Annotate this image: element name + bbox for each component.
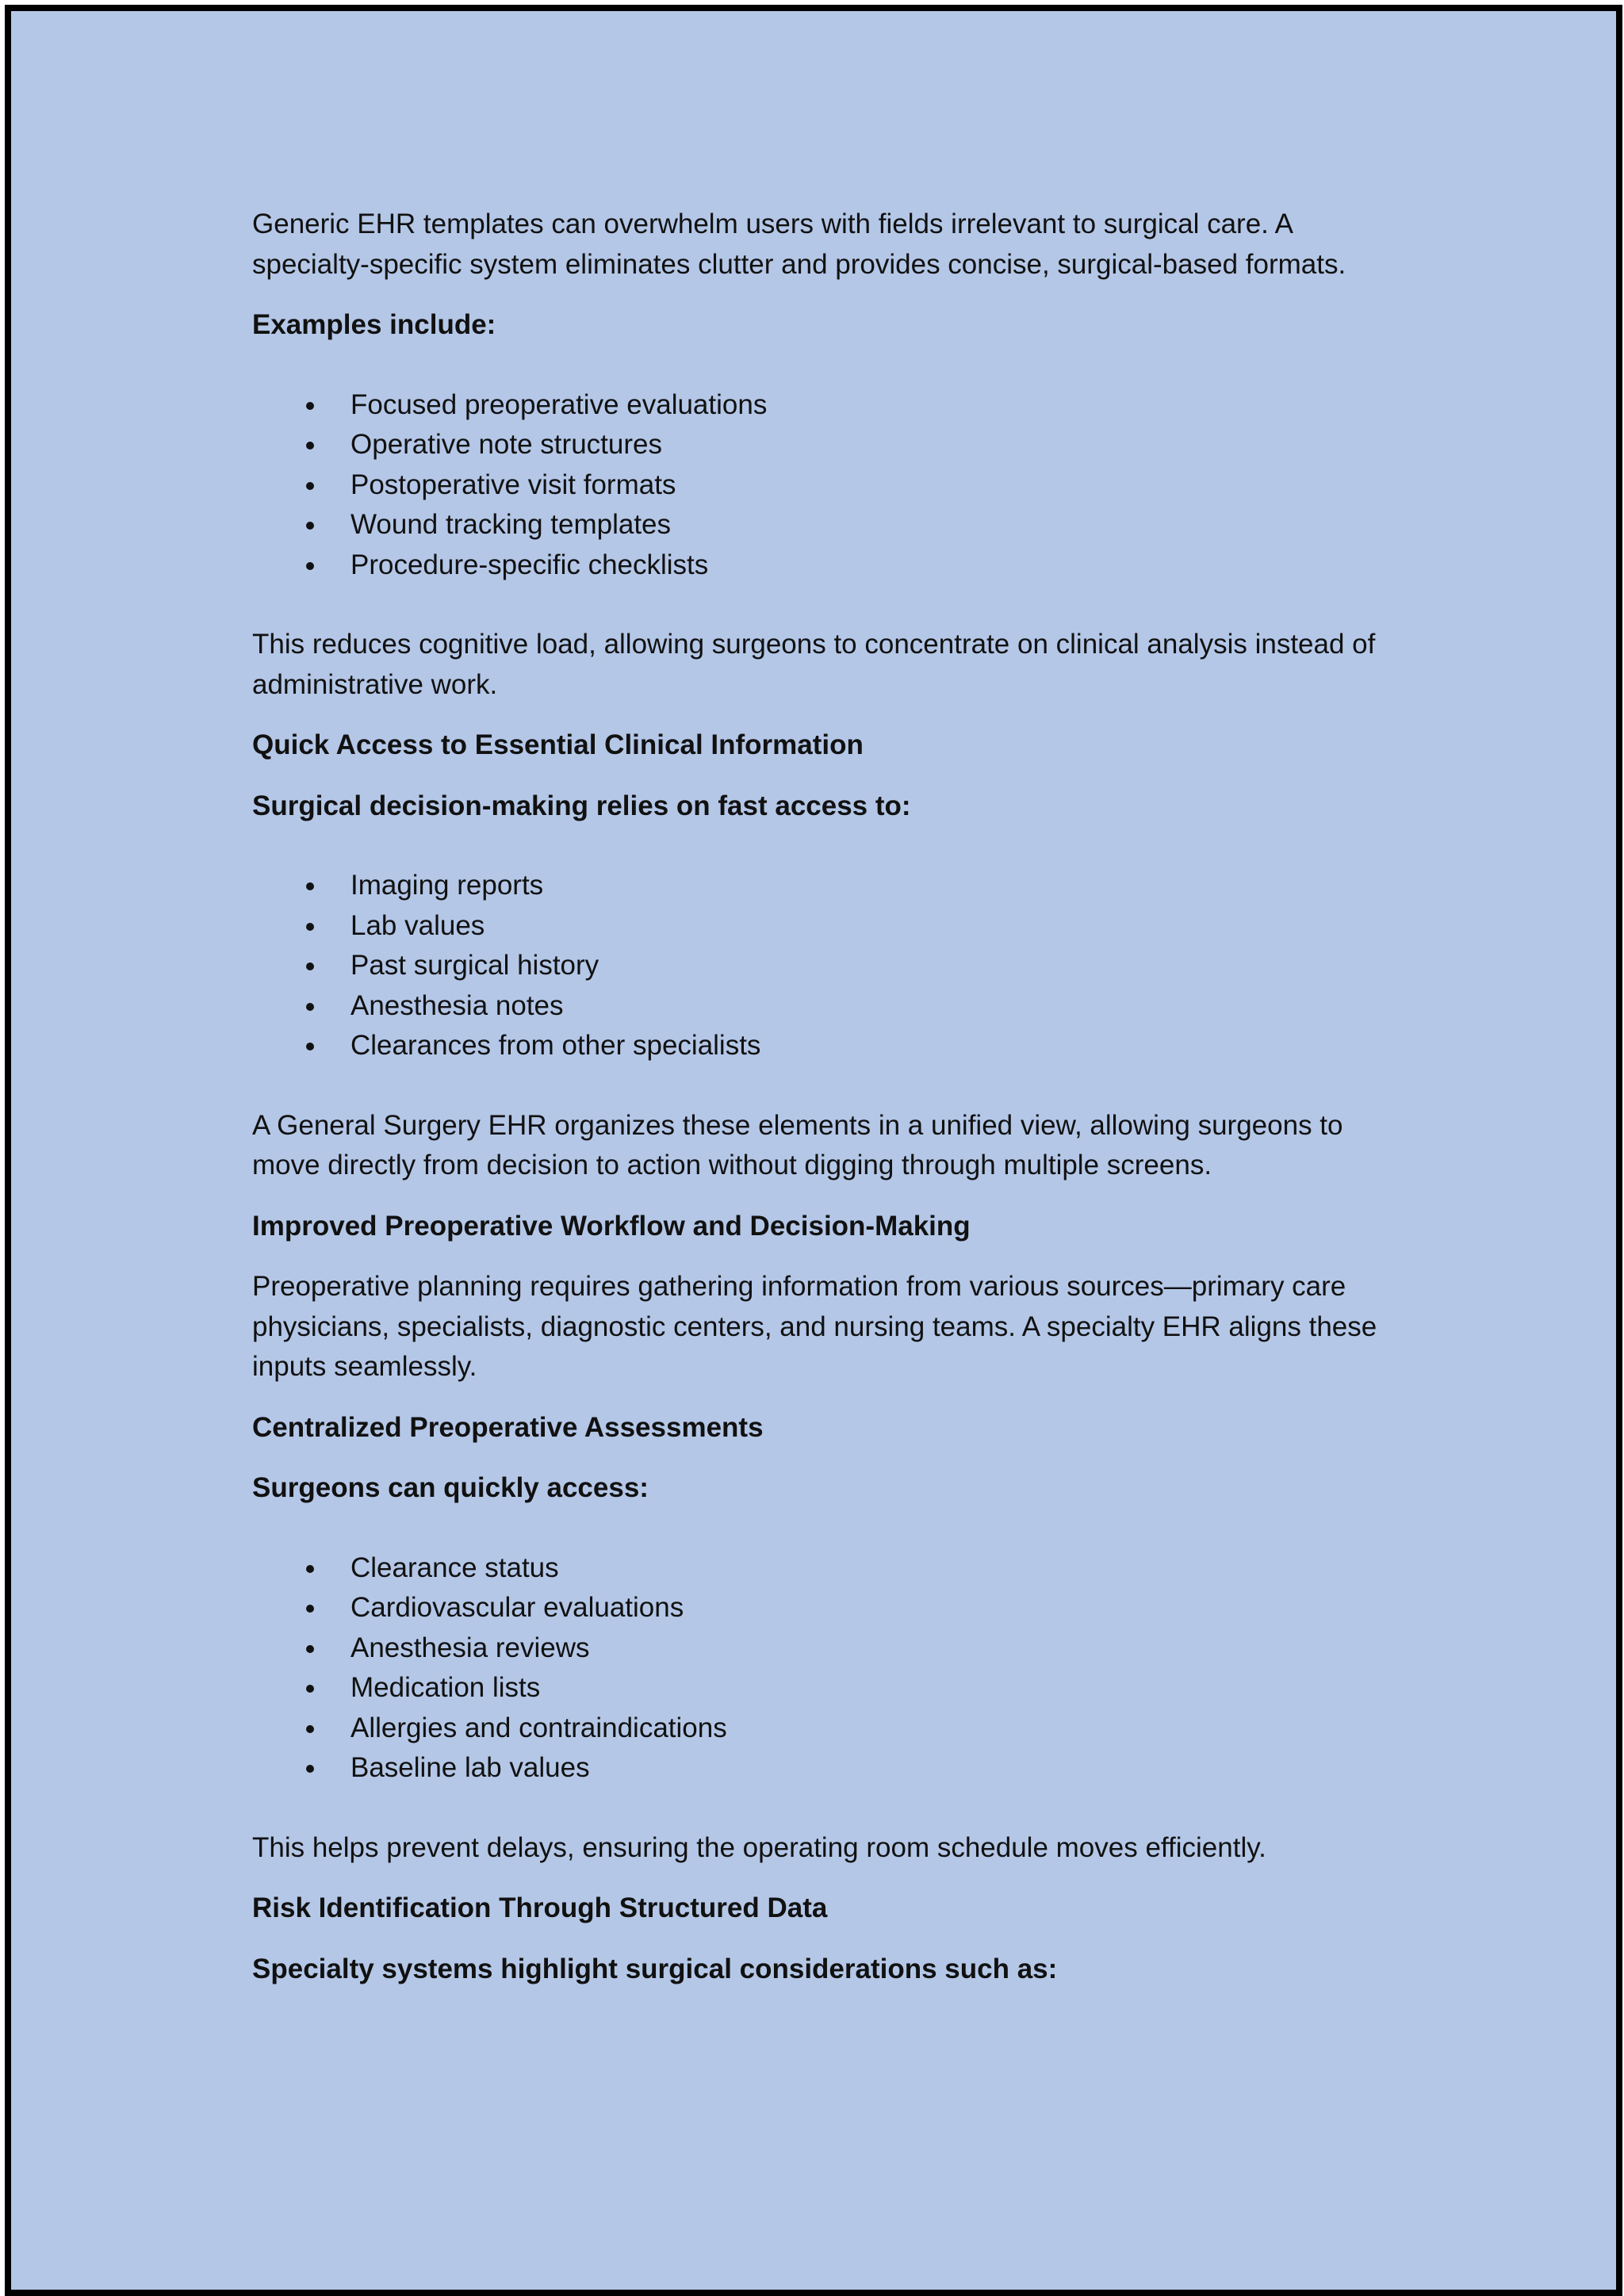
list-item: Imaging reports — [252, 866, 1410, 906]
list-item: Clearances from other specialists — [252, 1026, 1410, 1066]
preop-workflow-heading: Improved Preoperative Workflow and Decision-Making — [252, 1210, 971, 1242]
document-page — [5, 5, 1622, 2296]
bullet-icon — [306, 1685, 314, 1693]
examples-heading: Examples include: — [252, 309, 496, 340]
list-item: Clearance status — [252, 1548, 1410, 1589]
bullet-icon — [306, 1605, 314, 1613]
risk-subheading: Specialty systems highlight surgical considerations such as: — [252, 1953, 1058, 1984]
intro-paragraph: Generic EHR templates can overwhelm users with fields irrelevant to surgical care. A specialty-specific system eliminates clutter and provides concise, surgical-based formats. — [252, 209, 1346, 280]
list-item: Baseline lab values — [252, 1748, 1410, 1789]
list-item: Anesthesia notes — [252, 986, 1410, 1027]
cognitive-load-paragraph: This reduces cognitive load, allowing surgeons to concentrate on clinical analysis instead of administrative work. — [252, 629, 1376, 700]
document-content — [252, 205, 1410, 2010]
centralized-subheading: Surgeons can quickly access: — [252, 1472, 649, 1503]
bullet-icon — [306, 1725, 314, 1733]
bullet-icon — [306, 522, 314, 530]
centralized-list — [252, 1548, 1410, 1789]
bullet-icon — [306, 1645, 314, 1653]
centralized-paragraph: This helps prevent delays, ensuring the operating room schedule moves efficiently. — [252, 1831, 1266, 1863]
bullet-icon — [306, 1765, 314, 1773]
bullet-icon — [306, 962, 314, 970]
list-item: Lab values — [252, 906, 1410, 947]
risk-heading: Risk Identification Through Structured Data — [252, 1892, 828, 1923]
list-item: Medication lists — [252, 1668, 1410, 1709]
list-item: Focused preoperative evaluations — [252, 385, 1410, 426]
bullet-icon — [306, 442, 314, 450]
bullet-icon — [306, 1003, 314, 1011]
centralized-heading: Centralized Preoperative Assessments — [252, 1411, 764, 1443]
list-item: Anesthesia reviews — [252, 1628, 1410, 1669]
preop-workflow-paragraph: Preoperative planning requires gathering information from various sources—primary care physicians, specialists, diagnostic centers, and nursing teams. A specialty EHR aligns these inputs seamlessly. — [252, 1271, 1377, 1382]
bullet-icon — [306, 882, 314, 890]
bullet-icon — [306, 562, 314, 570]
bullet-icon — [306, 1565, 314, 1573]
list-item: Allergies and contraindications — [252, 1709, 1410, 1749]
list-item: Postoperative visit formats — [252, 465, 1410, 506]
bullet-icon — [306, 1043, 314, 1050]
quick-access-list — [252, 866, 1410, 1066]
list-item: Cardiovascular evaluations — [252, 1588, 1410, 1628]
list-item: Operative note structures — [252, 425, 1410, 465]
quick-access-paragraph: A General Surgery EHR organizes these elements in a unified view, allowing surgeons to move directly from decision to action without digging through multiple screens. — [252, 1109, 1343, 1181]
examples-list — [252, 385, 1410, 586]
bullet-icon — [306, 402, 314, 410]
list-item: Procedure-specific checklists — [252, 545, 1410, 586]
list-item: Past surgical history — [252, 946, 1410, 986]
quick-access-heading: Quick Access to Essential Clinical Information — [252, 729, 864, 760]
list-item: Wound tracking templates — [252, 505, 1410, 545]
bullet-icon — [306, 923, 314, 931]
bullet-icon — [306, 482, 314, 490]
quick-access-subheading: Surgical decision-making relies on fast access to: — [252, 790, 911, 821]
